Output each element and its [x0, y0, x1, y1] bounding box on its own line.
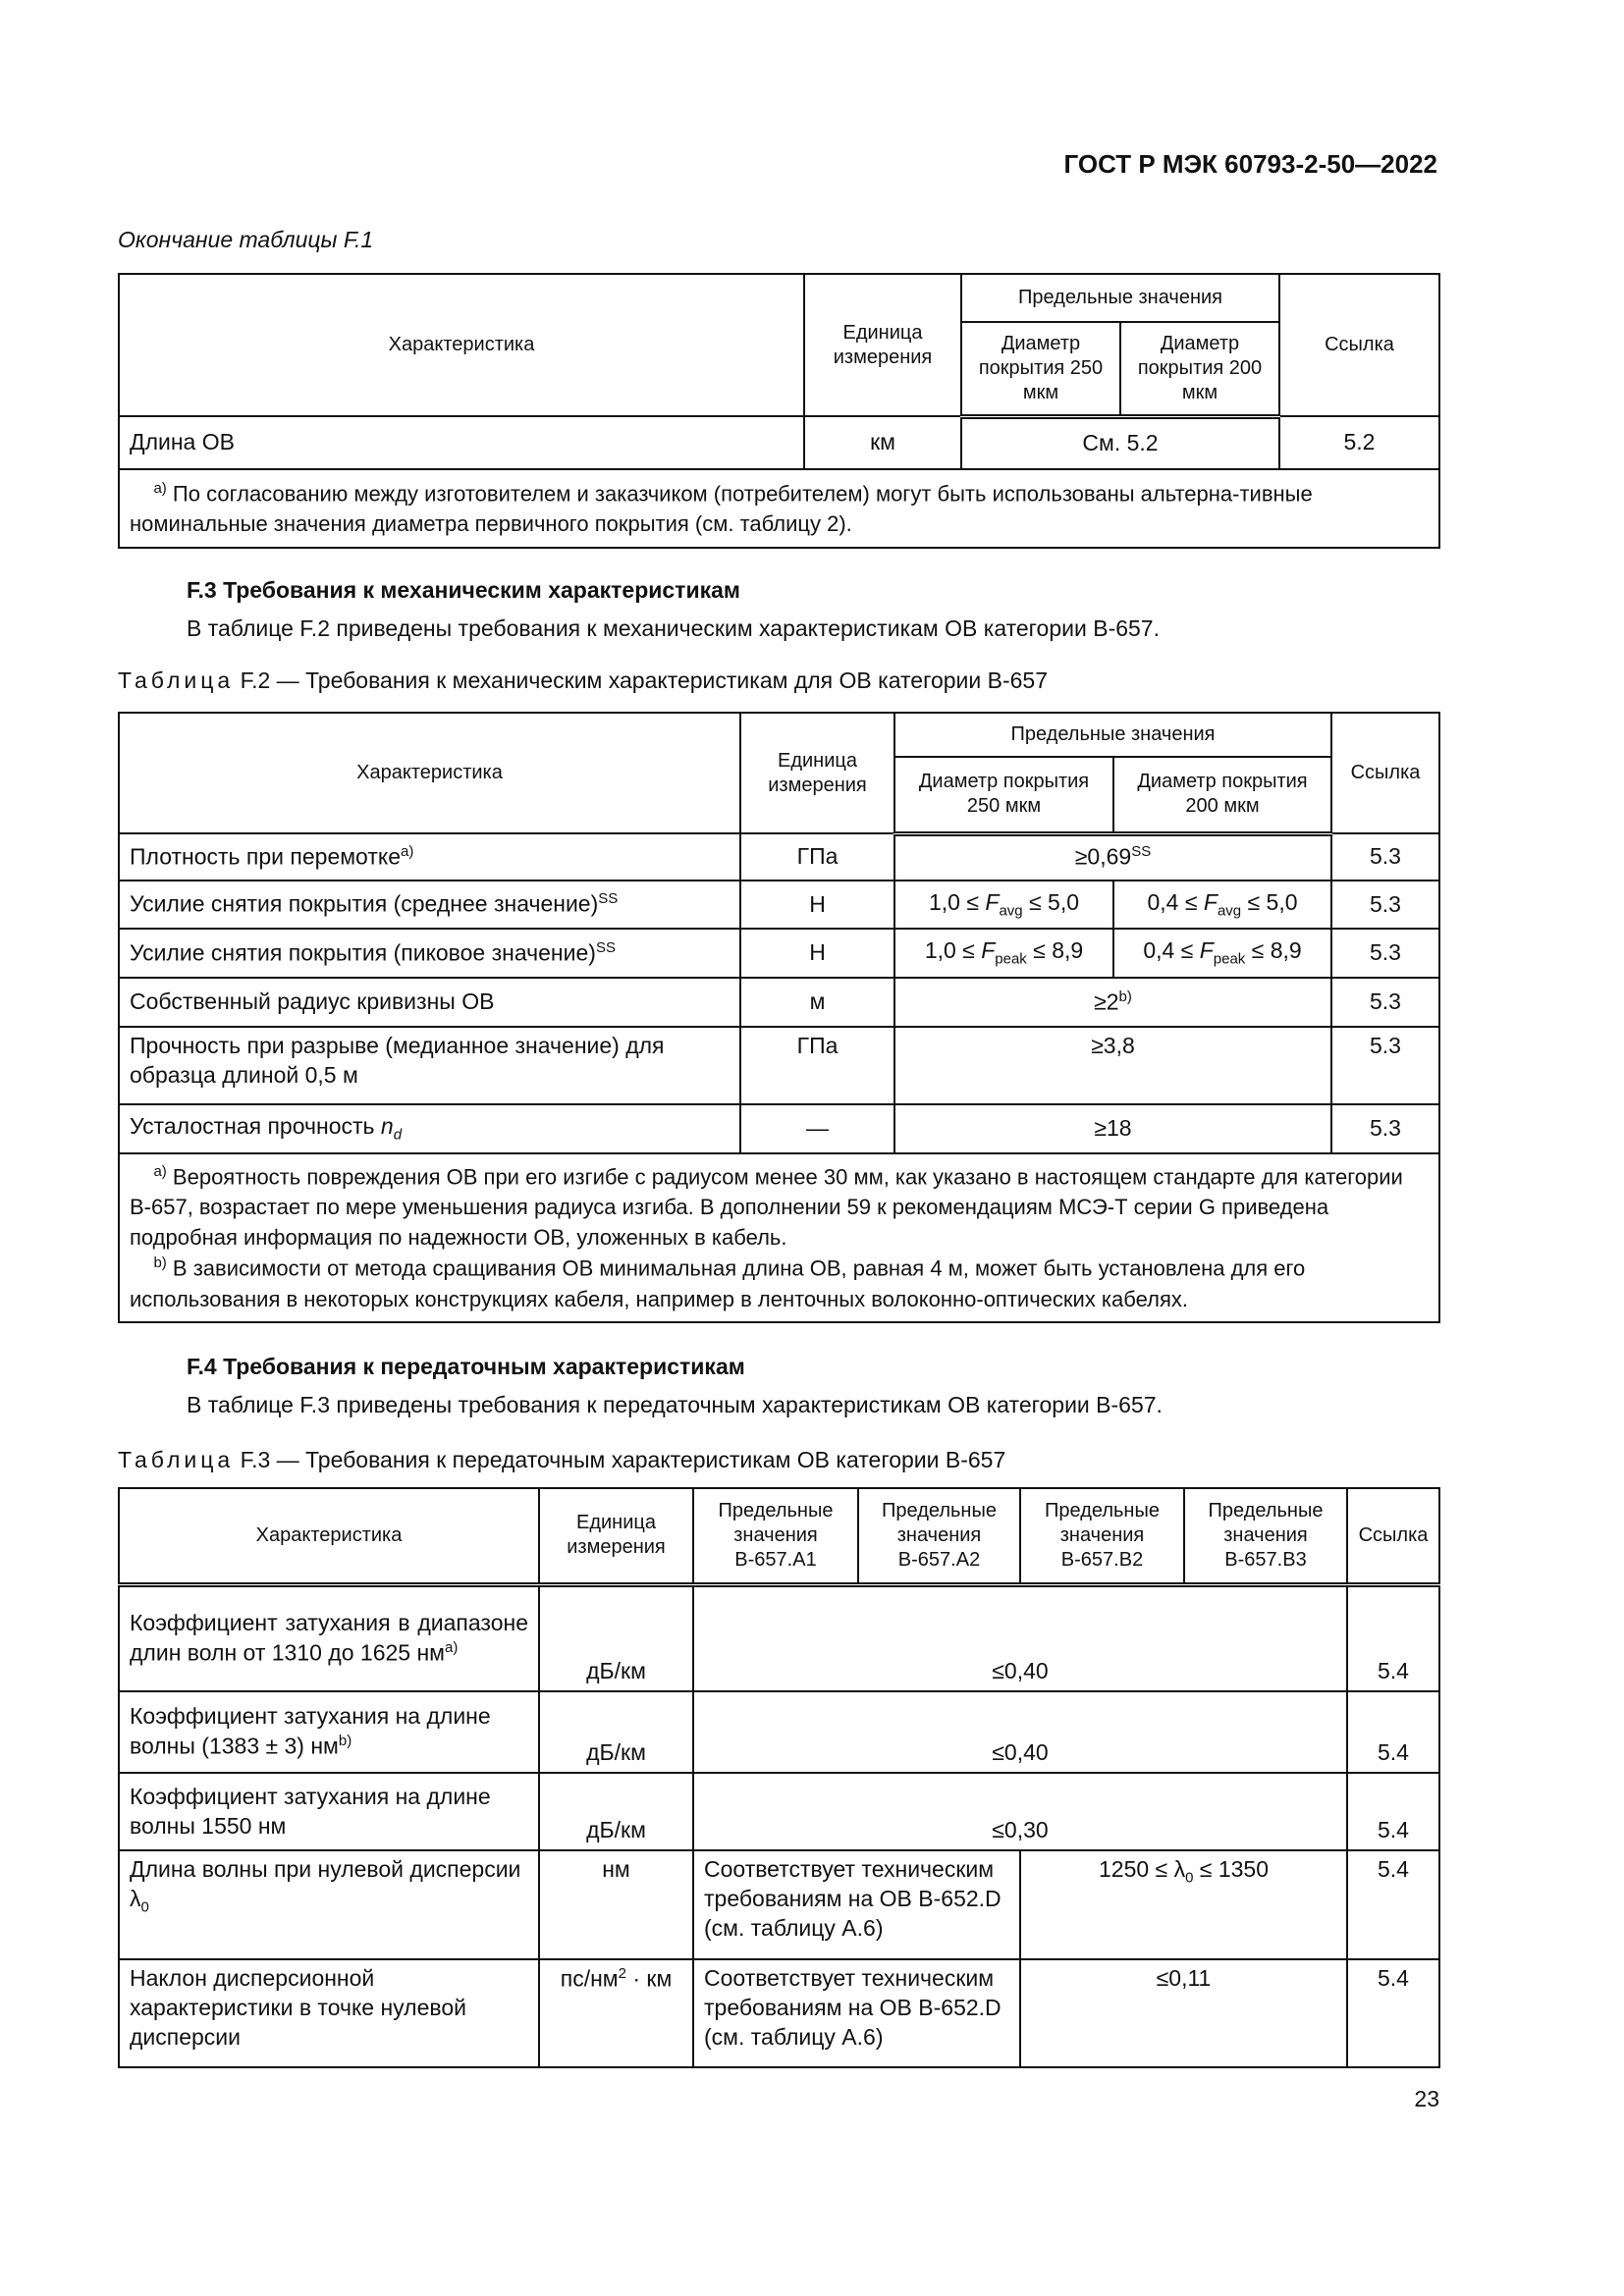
cell-value-b	[1020, 1850, 1347, 1959]
cell-unit: ГПа	[740, 1027, 894, 1104]
footnote	[119, 469, 1439, 548]
footnote-ref: SS	[595, 938, 616, 956]
value-sup: b)	[1118, 988, 1132, 1005]
header-d250: Диаметр покрытия 250 мкм	[894, 757, 1113, 833]
v-pre: 1,0 ≤	[928, 888, 986, 915]
footnote-ref: b)	[338, 1733, 352, 1750]
section-f4-text: В таблице F.3 приведены требования к передаточным характеристикам ОВ категории В-657.	[187, 1392, 1163, 1417]
footnote-text: В зависимости от метода сращивания ОВ минимальная длина ОВ, равная 4 м, может быть установлена для его использования в некоторых конструкциях кабеля, например в ленточных волоконно-оптических кабелях.	[130, 1255, 1306, 1311]
section-f3-heading: F.3 Требования к механическим характеристикам	[187, 577, 740, 603]
header-unit: Единица измерения	[740, 713, 894, 833]
cell-value: ≤0,40	[693, 1584, 1347, 1691]
cell-ref: 5.4	[1347, 1959, 1439, 2067]
header-d200: Диаметр покрытия 200 мкм	[1113, 757, 1331, 833]
table-f3-caption	[118, 1447, 1005, 1473]
cell-value: ≤0,30	[693, 1773, 1347, 1850]
name-text: Коэффициент затухания на длине волны (1383 ± 3) нм	[130, 1703, 491, 1759]
table-row	[119, 1850, 1439, 1959]
table-row	[119, 833, 1439, 881]
table-f1-end	[118, 273, 1440, 549]
caption-text: F.2 — Требования к механическим характеристикам для ОВ категории В-657	[240, 667, 1048, 693]
cell-name: Прочность при разрыве (медианное значение) для образца длиной 0,5 м	[119, 1027, 740, 1104]
v-post: ≤ 8,9	[1026, 937, 1084, 964]
cell-ref: 5.2	[1279, 416, 1439, 469]
header-d200: Диаметр покрытия 200 мкм	[1120, 322, 1279, 416]
v-var: F	[1199, 937, 1214, 964]
cell-unit: нм	[539, 1850, 693, 1959]
v-post: ≤ 8,9	[1245, 937, 1302, 964]
header-characteristic: Характеристика	[119, 1488, 539, 1584]
cell-value-a: Соответствует техническим требованиям на ОВ В-652.D (см. таблицу А.6)	[693, 1850, 1020, 1959]
cell-ref: 5.3	[1331, 1027, 1439, 1104]
value-sup: SS	[1131, 843, 1152, 861]
cell-ref: 5.4	[1347, 1584, 1439, 1691]
table-f3	[118, 1487, 1440, 2068]
cell-name: Собственный радиус кривизны ОВ	[119, 978, 740, 1027]
cell-unit: ГПа	[740, 833, 894, 881]
cell-ref: 5.3	[1331, 833, 1439, 881]
cell-ref: 5.4	[1347, 1850, 1439, 1959]
value-text: ≥0,69	[1074, 844, 1132, 871]
table-row	[119, 1027, 1439, 1104]
header-unit: Единица измерения	[804, 274, 961, 416]
name-text: Усилие снятия покрытия (среднее значение)	[130, 890, 599, 917]
v-var: F	[985, 888, 1000, 915]
table-row	[119, 978, 1439, 1027]
table-row	[119, 416, 1439, 469]
cell-value-200	[1113, 929, 1331, 978]
table-f2	[118, 712, 1440, 1323]
header-ref: Ссылка	[1279, 274, 1439, 416]
cell-ref: 5.3	[1331, 1104, 1439, 1153]
v-pre: 1,0 ≤	[924, 937, 982, 964]
cell-name: Длина ОВ	[119, 416, 804, 469]
cell-name	[119, 881, 740, 929]
footnotes	[119, 1153, 1439, 1322]
cell-name	[119, 929, 740, 978]
cell-ref: 5.3	[1331, 929, 1439, 978]
name-sub: 0	[140, 1898, 149, 1916]
v-pre: 0,4 ≤	[1143, 937, 1200, 964]
table-row	[119, 1773, 1439, 1850]
name-text: Усилие снятия покрытия (пиковое значение)	[130, 939, 596, 966]
name-var: n	[380, 1113, 394, 1140]
table-row	[119, 881, 1439, 929]
v-var: F	[1203, 888, 1218, 915]
header-limits: Предельные значения	[961, 274, 1279, 322]
caption-word: Таблица	[118, 667, 235, 693]
v-pre: 1250 ≤ λ	[1099, 1856, 1186, 1882]
cell-name	[119, 1104, 740, 1153]
u-pre: пс/нм	[560, 1965, 619, 1992]
section-f3-text: В таблице F.2 приведены требования к механическим характеристикам ОВ категории В-657.	[187, 615, 1160, 641]
name-text: Усталостная прочность	[130, 1113, 381, 1140]
header-a1: Предельные значения В-657.А1	[693, 1488, 858, 1584]
cell-name: Коэффициент затухания на длине волны 1550 нм	[119, 1773, 539, 1850]
table-row	[119, 1104, 1439, 1153]
header-b2: Предельные значения В-657.В2	[1020, 1488, 1184, 1584]
table-row	[119, 1584, 1439, 1691]
header-ref: Ссылка	[1331, 713, 1439, 833]
footnote-mark: а)	[153, 1162, 167, 1180]
cell-name	[119, 833, 740, 881]
cell-unit: дБ/км	[539, 1584, 693, 1691]
table-row	[119, 1959, 1439, 2067]
table-row	[119, 929, 1439, 978]
footnote-ref: а)	[444, 1638, 459, 1656]
cell-name	[119, 1691, 539, 1773]
v-sub: peak	[1213, 951, 1246, 969]
footnote-ref: а)	[401, 842, 414, 860]
value-text: ≥2	[1094, 988, 1119, 1015]
cell-unit	[539, 1959, 693, 2067]
cell-value: ≥18	[894, 1104, 1331, 1153]
table-continuation-caption: Окончание таблицы F.1	[118, 227, 374, 252]
footnote-text: Вероятность повреждения ОВ при его изгибе с радиусом менее 30 мм, как указано в настоящем стандарте для категории В-657, возрастает по мере уменьшения радиуса изгиба. В дополнении 59 к рекомендациям МСЭ-Т серии G приведена подробная информация по надежности ОВ, уложенных в кабель.	[130, 1164, 1403, 1250]
footnote-mark: а)	[153, 479, 167, 497]
cell-name	[119, 1850, 539, 1959]
name-sub: d	[393, 1127, 403, 1145]
cell-unit: м	[740, 978, 894, 1027]
caption-word: Таблица	[118, 1447, 235, 1472]
cell-ref: 5.4	[1347, 1691, 1439, 1773]
cell-unit: —	[740, 1104, 894, 1153]
cell-name	[119, 1584, 539, 1691]
table-row	[119, 1691, 1439, 1773]
cell-value-a: Соответствует техническим требованиям на ОВ В-652.D (см. таблицу А.6)	[693, 1959, 1020, 2067]
v-pre: 0,4 ≤	[1147, 888, 1204, 915]
cell-value: ≤0,40	[693, 1691, 1347, 1773]
caption-text: F.3 — Требования к передаточным характеристикам ОВ категории В-657	[240, 1447, 1006, 1472]
v-var: F	[981, 937, 996, 964]
v-sub: avg	[1217, 902, 1242, 920]
page-number: 23	[1414, 2086, 1439, 2111]
footnote-mark: b)	[153, 1255, 167, 1272]
cell-ref: 5.3	[1331, 978, 1439, 1027]
header-a2: Предельные значения В-657.А2	[858, 1488, 1020, 1584]
v-post: ≤ 5,0	[1241, 888, 1298, 915]
cell-unit: Н	[740, 881, 894, 929]
cell-value	[894, 833, 1331, 881]
cell-value-b: ≤0,11	[1020, 1959, 1347, 2067]
cell-ref: 5.3	[1331, 881, 1439, 929]
header-unit: Единица измерения	[539, 1488, 693, 1584]
cell-name: Наклон дисперсионной характеристики в точке нулевой дисперсии	[119, 1959, 539, 2067]
cell-unit: дБ/км	[539, 1773, 693, 1850]
table-f2-caption	[118, 667, 1048, 694]
v-post: ≤ 5,0	[1022, 888, 1080, 915]
header-ref: Ссылка	[1347, 1488, 1439, 1584]
section-f4-heading: F.4 Требования к передаточным характеристикам	[187, 1354, 745, 1379]
u-sup: 2	[618, 1965, 626, 1982]
name-text: Длина волны при нулевой дисперсии λ	[130, 1856, 521, 1911]
name-text: Коэффициент затухания в диапазоне длин волн от 1310 до 1625 нм	[130, 1610, 528, 1666]
footnote-text: По согласованию между изготовителем и заказчиком (потребителем) могут быть использованы альтерна-тивные номинальные значения диаметра первичного покрытия (см. таблицу 2).	[130, 480, 1313, 536]
footnote-ref: SS	[598, 890, 619, 908]
cell-value-200	[1113, 881, 1331, 929]
cell-value-250	[894, 929, 1113, 978]
header-characteristic: Характеристика	[119, 274, 804, 416]
v-sub: 0	[1185, 1869, 1194, 1887]
cell-value-250	[894, 881, 1113, 929]
header-characteristic: Характеристика	[119, 713, 740, 833]
standard-header: ГОСТ Р МЭК 60793-2-50—2022	[1063, 149, 1437, 179]
v-sub: avg	[999, 902, 1023, 920]
cell-value: ≥3,8	[894, 1027, 1331, 1104]
cell-unit: Н	[740, 929, 894, 978]
name-text: Плотность при перемотке	[130, 843, 401, 870]
cell-value	[894, 978, 1331, 1027]
v-post: ≤ 1350	[1193, 1856, 1269, 1882]
cell-unit: дБ/км	[539, 1691, 693, 1773]
cell-unit: км	[804, 416, 961, 469]
header-limits: Предельные значения	[894, 713, 1331, 757]
u-post: · км	[625, 1965, 673, 1992]
header-d250: Диаметр покрытия 250 мкм	[961, 322, 1120, 416]
v-sub: peak	[995, 951, 1027, 969]
cell-value: См. 5.2	[961, 416, 1279, 469]
cell-ref: 5.4	[1347, 1773, 1439, 1850]
header-b3: Предельные значения В-657.В3	[1184, 1488, 1347, 1584]
